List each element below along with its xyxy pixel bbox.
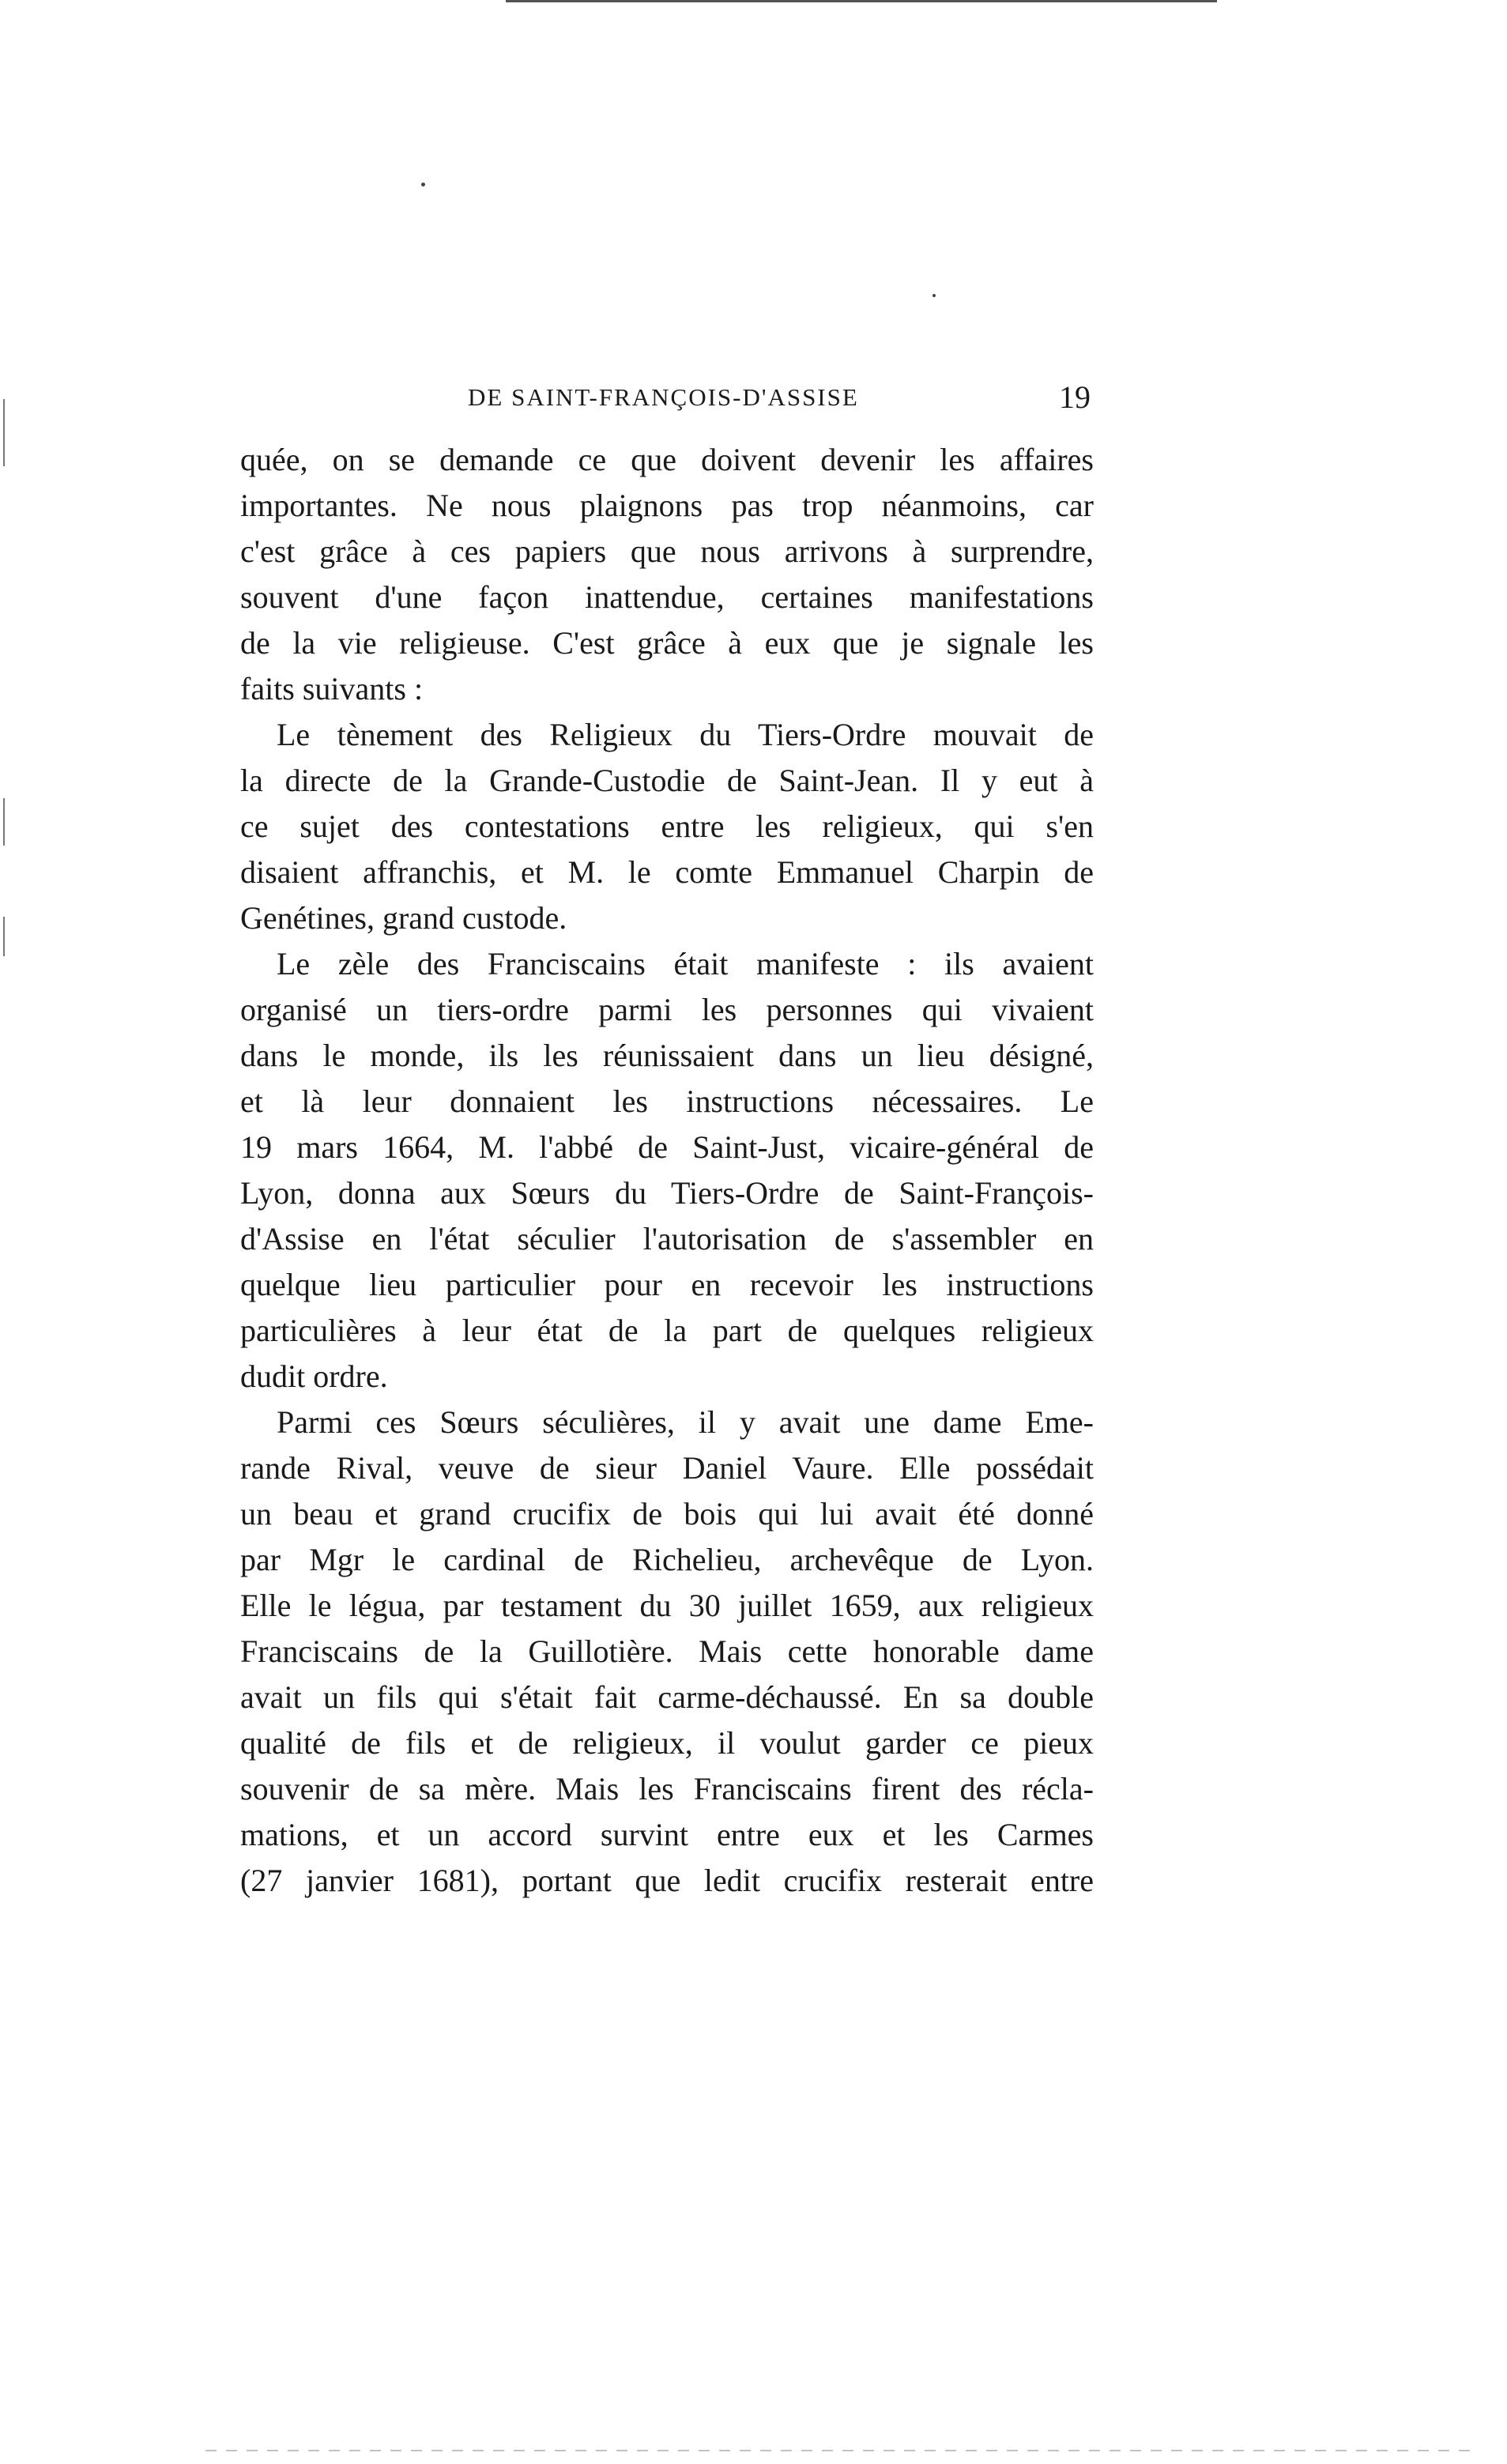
scan-left-edge-mark [3,399,5,466]
scan-left-edge-mark [3,798,5,846]
running-header [237,379,1091,421]
scan-left-edge-mark [3,917,5,956]
text-line: ce sujet des contestations entre les religieux, qui s'en [240,808,1094,844]
text-line: (27 janvier 1681), portant que ledit crucifix resterait entre [240,1863,1094,1898]
text-line: Franciscains de la Guillotière. Mais cette honorable dame [240,1633,1094,1669]
running-title: DE SAINT-FRANÇOIS-D'ASSISE [468,383,859,411]
text-line: organisé un tiers-ordre parmi les personnes qui vivaient [240,992,1094,1027]
text-line: mations, et un accord survint entre eux et les Carmes [240,1817,1094,1852]
text-line: 19 mars 1664, M. l'abbé de Saint-Just, vicaire-général de [240,1129,1094,1165]
text-line: Le zèle des Franciscains était manifeste : ils avaient [277,946,1094,981]
scan-speck [421,183,425,186]
text-line: dudit ordre. [240,1358,388,1394]
text-line: souvent d'une façon inattendue, certaines manifestations [240,579,1094,615]
text-line: et là leur donnaient les instructions nécessaires. Le [240,1083,1094,1119]
scan-bottom-noise [205,2450,1470,2451]
text-line: qualité de fils et de religieux, il voulut garder ce pieux [240,1725,1094,1761]
text-line: Le tènement des Religieux du Tiers-Ordre mouvait de [277,717,1094,752]
text-line: dans le monde, ils les réunissaient dans un lieu désigné, [240,1038,1094,1073]
text-line: Genétines, grand custode. [240,900,567,936]
page-number: 19 [1059,379,1091,415]
text-line: par Mgr le cardinal de Richelieu, archevêque de Lyon. [240,1542,1094,1577]
text-line: un beau et grand crucifix de bois qui lui avait été donné [240,1496,1094,1532]
text-line: d'Assise en l'état séculier l'autorisation de s'assembler en [240,1221,1094,1256]
text-line: c'est grâce à ces papiers que nous arrivons à surprendre, [240,533,1094,569]
text-line: Elle le légua, par testament du 30 juillet 1659, aux religieux [240,1588,1094,1623]
text-line: rande Rival, veuve de sieur Daniel Vaure. Elle possédait [240,1450,1094,1486]
text-line: disaient affranchis, et M. le comte Emmanuel Charpin de [240,854,1094,890]
text-line: importantes. Ne nous plaignons pas trop néanmoins, car [240,488,1094,523]
text-line: de la vie religieuse. C'est grâce à eux que je signale les [240,625,1094,661]
body-text [240,437,1094,1904]
text-line: quelque lieu particulier pour en recevoir les instructions [240,1267,1094,1302]
text-line: la directe de la Grande-Custodie de Saint-Jean. Il y eut à [240,763,1094,798]
scan-speck [932,294,936,297]
text-line: Lyon, donna aux Sœurs du Tiers-Ordre de Saint-François- [240,1175,1094,1211]
text-line: Parmi ces Sœurs séculières, il y avait une dame Eme- [277,1404,1094,1440]
text-line: quée, on se demande ce que doivent devenir les affaires [240,442,1094,477]
text-line: souvenir de sa mère. Mais les Franciscains firent des récla- [240,1771,1094,1807]
text-line: faits suivants : [240,671,424,706]
text-line: avait un fils qui s'était fait carme-déchaussé. En sa double [240,1679,1094,1715]
text-line: particulières à leur état de la part de quelques religieux [240,1313,1094,1348]
scan-top-edge [506,0,1217,2]
